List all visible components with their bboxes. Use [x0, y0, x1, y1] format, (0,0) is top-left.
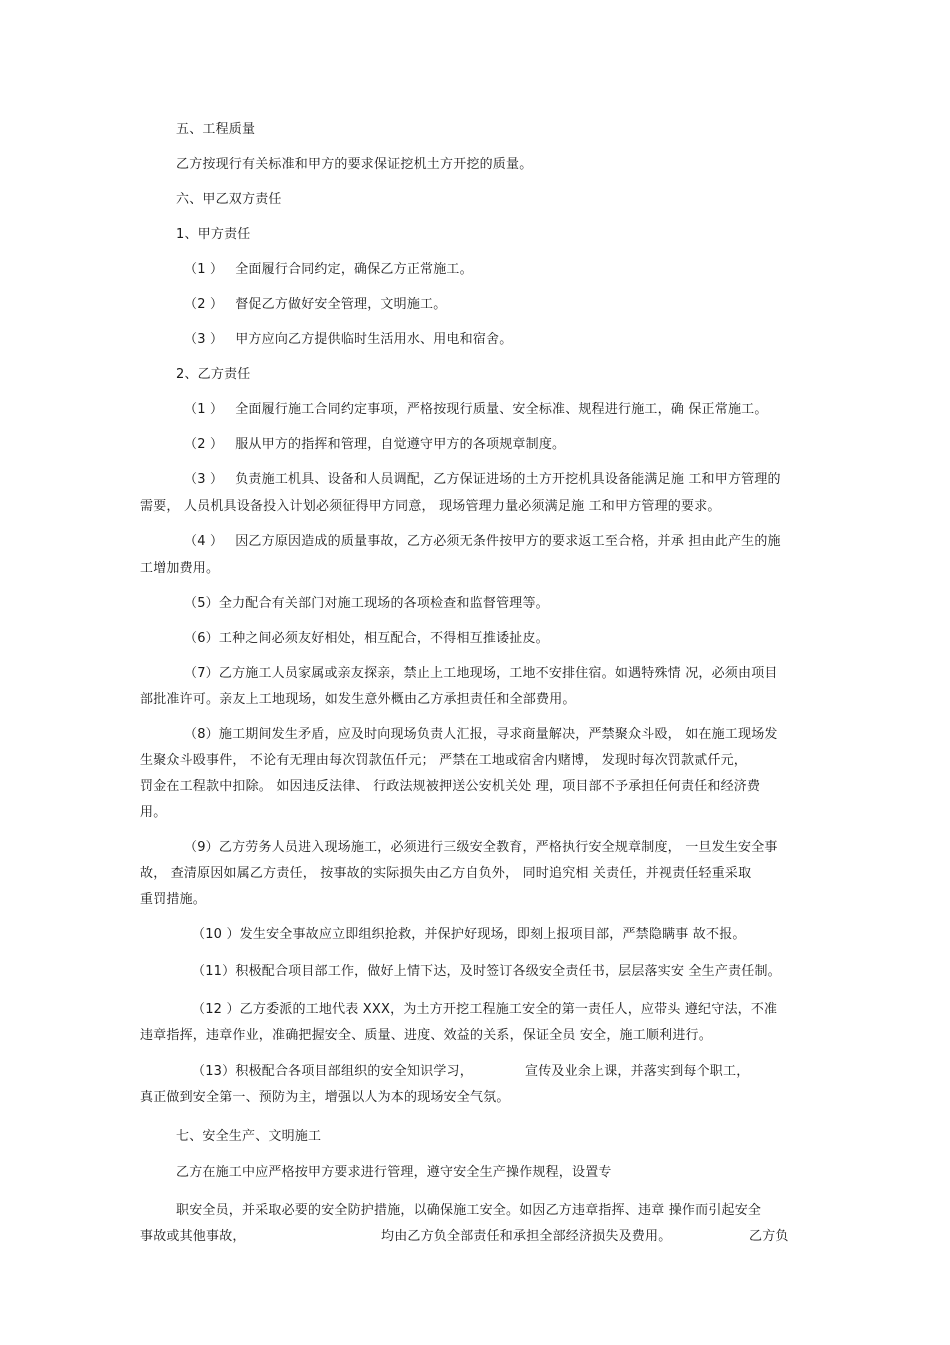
party-b-item-9-line-1: （9）乙方劳务人员进入现场施工，必须进行三级安全教育，严格执行安全规章制度， 一旦发生安全事	[184, 840, 778, 855]
party-a-item-1	[184, 261, 473, 278]
party-b-item-2	[184, 436, 565, 453]
party-b-item-6: （6）工种之间必须友好相处，相互配合，不得相互推诿扯皮。	[184, 631, 549, 646]
item-number: （2 ）	[184, 437, 224, 452]
section-7-line-3b: 均由乙方负全部责任和承担全部经济损失及费用。	[381, 1229, 672, 1244]
item-text: 督促乙方做好安全管理，文明施工。	[235, 297, 447, 312]
party-b-item-9-line-2: 故， 查清原因如属乙方责任， 按事故的实际损失由乙方自负外， 同时追究相 关责任，并视责任轻重采取	[140, 866, 752, 881]
item-number: （1 ）	[184, 262, 224, 277]
item-text: 服从甲方的指挥和管理，自觉遵守甲方的各项规章制度。	[235, 437, 566, 452]
section-7-line-2: 职安全员，并采取必要的安全防护措施，以确保施工安全。如因乙方违章指挥、违章 操作而引起安全	[176, 1203, 762, 1218]
party-b-item-12-line-1: （12 ）乙方委派的工地代表 XXX，为土方开挖工程施工安全的第一责任人，应带头 遵纪守法，不准	[192, 1002, 778, 1017]
item-text: 因乙方原因造成的质量事故，乙方必须无条件按甲方的要求返工至合格，并承 担由此产生的施	[235, 534, 781, 549]
party-b-item-8-line-1: （8）施工期间发生矛盾，应及时向现场负责人汇报，寻求商量解决，严禁聚众斗殴， 如在施工现场发	[184, 727, 778, 742]
party-b-title: 2、乙方责任	[176, 367, 251, 382]
party-b-item-3-line-1	[184, 471, 781, 488]
item-text: 全面履行施工合同约定事项，严格按现行质量、安全标准、规程进行施工，确 保正常施工。	[235, 402, 768, 417]
party-b-item-1	[184, 401, 768, 418]
section-6-title: 六、甲乙双方责任	[176, 192, 282, 207]
item-number: （4 ）	[184, 534, 224, 549]
party-b-item-3-line-2: 需要， 人员机具设备投入计划必须征得甲方同意， 现场管理力量必须满足施 工和甲方管理的要求。	[140, 499, 721, 514]
item-number: （1 ）	[184, 402, 224, 417]
party-b-item-5: （5）全力配合有关部门对施工现场的各项检查和监督管理等。	[184, 596, 549, 611]
party-b-item-13-line-1a: （13）积极配合各项目部组织的安全知识学习，	[192, 1064, 473, 1079]
party-b-item-8-line-4: 用。	[140, 805, 167, 820]
party-b-item-11: （11）积极配合项目部工作，做好上情下达，及时签订各级安全责任书，层层落实安 全生产责任制。	[192, 964, 781, 979]
item-text: 全面履行合同约定，确保乙方正常施工。	[235, 262, 473, 277]
item-number: （3 ）	[184, 472, 224, 487]
party-a-item-2	[184, 296, 446, 313]
party-b-item-4-line-2: 工增加费用。	[140, 561, 220, 576]
item-text: 甲方应向乙方提供临时生活用水、用电和宿舍。	[235, 332, 513, 347]
section-7-line-3c: 乙方负	[749, 1229, 789, 1244]
party-b-item-13-line-2: 真正做到安全第一、预防为主，增强以人为本的现场安全气氛。	[140, 1090, 510, 1105]
party-b-item-7-line-2: 部批准许可。亲友上工地现场，如发生意外概由乙方承担责任和全部费用。	[140, 692, 576, 707]
item-text: 负责施工机具、设备和人员调配，乙方保证进场的土方开挖机具设备能满足施 工和甲方管理的	[235, 472, 781, 487]
item-number: （2 ）	[184, 297, 224, 312]
party-b-item-9-line-3: 重罚措施。	[140, 892, 207, 907]
party-a-title: 1、甲方责任	[176, 227, 251, 242]
section-5-body: 乙方按现行有关标准和甲方的要求保证挖机土方开挖的质量。	[176, 157, 533, 172]
party-b-item-8-line-3: 罚金在工程款中扣除。 如因违反法律、 行政法规被押送公安机关处 理，项目部不予承担任何责任和经济费	[140, 779, 761, 794]
party-b-item-8-line-2: 生聚众斗殴事件， 不论有无理由每次罚款伍仟元； 严禁在工地或宿舍内赌博， 发现时每次罚款贰仟元，	[140, 753, 747, 768]
party-a-item-3	[184, 331, 512, 348]
party-b-item-4-line-1	[184, 533, 781, 550]
party-b-item-13-line-1b: 宣传及业余上课，并落实到每个职工，	[525, 1064, 750, 1079]
party-b-item-7-line-1: （7）乙方施工人员家属或亲友探亲，禁止上工地现场，工地不安排住宿。如遇特殊情 况，必须由项目	[184, 666, 778, 681]
party-b-item-12-line-2: 违章指挥，违章作业，准确把握安全、质量、进度、效益的关系，保证全员 安全，施工顺利进行。	[140, 1028, 712, 1043]
section-5-title: 五、工程质量	[176, 122, 256, 137]
item-number: （3 ）	[184, 332, 224, 347]
section-7-line-3a: 事故或其他事故，	[140, 1229, 246, 1244]
section-7-title: 七、安全生产、文明施工	[176, 1129, 322, 1144]
party-b-item-10: （10 ）发生安全事故应立即组织抢救，并保护好现场，即刻上报项目部，严禁隐瞒事 故不报。	[192, 927, 746, 942]
section-7-line-1: 乙方在施工中应严格按甲方要求进行管理，遵守安全生产操作规程，设置专	[176, 1165, 612, 1180]
